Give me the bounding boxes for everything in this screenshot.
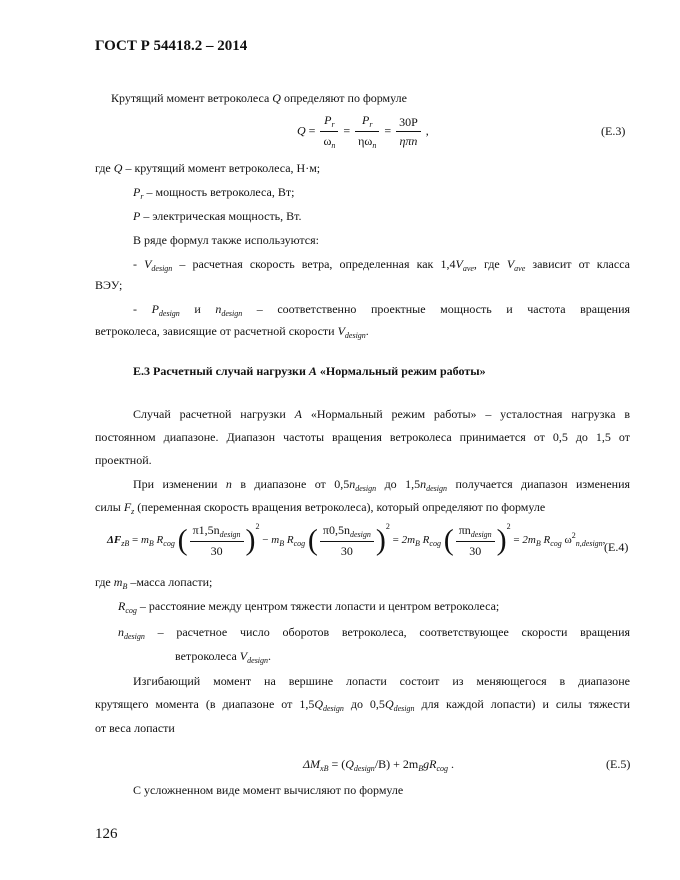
equation-e4: $\Delta F_{zB} = m_B$ $R_{cog}$ ( $\frac{\pi 1,5n_{design}}{30}$ )$^2 - m_B$ $R_{cog}$ ( $\frac{\pi 0,5n_{design}}{30}$ )$^2 = 2m_B$ $R_{cog}$ ( $\frac{\pi n_{design}}{30}$ )$^2 = 2m_B$ $R_{cog}$ $\omega^2_{n,design}$, bbox=[107, 522, 606, 558]
def-pr: $P_r$ – мощность ветроколеса, Вт; bbox=[133, 185, 295, 201]
para2-line1: При изменении n в диапазоне от $0,5n_{design}$ до $1,5n_{design}$ получается диапазон изменения bbox=[133, 477, 631, 493]
equation-number-e3: (Е.3) bbox=[601, 124, 626, 138]
para3-line1: Изгибающий момент на вершине лопасти состоит из меняющегося в диапазоне bbox=[133, 674, 630, 688]
def-mb: где $m_B$ –масса лопасти; bbox=[95, 575, 213, 591]
para4: С усложненном виде момент вычисляют по формуле bbox=[133, 783, 404, 797]
section-heading: Е.3 Расчетный случай нагрузки A «Нормальный режим работы» bbox=[133, 364, 486, 378]
def-vdesign: - $V_{design}$ – расчетная скорость ветра, определенная как $1,4V_{ave}$, где $V_{ave}$ зависит от класса bbox=[133, 257, 631, 273]
def-also: В ряде формул также используются: bbox=[133, 233, 319, 247]
equation-e5: $\Delta M_{xB} = (Q_{design}/B) + 2m_BgR_{cog}$ . bbox=[303, 757, 455, 773]
fraction-2: $\frac{P_r}{\eta\omega_n}$ bbox=[355, 112, 379, 151]
def-ndesign-line2: ветроколеса $V_{design}$. bbox=[175, 649, 272, 665]
fraction-3: $\frac{30P}{\text{ηπn}}$ bbox=[396, 114, 421, 149]
fraction-1: $\frac{P_r}{\omega_n}$ bbox=[320, 112, 338, 151]
def-vdesign-line2: ВЭУ; bbox=[95, 278, 123, 292]
def-rcog: $R_{cog}$ – расстояние между центром тяжести лопасти и центром ветроколеса; bbox=[118, 599, 500, 615]
intro-line: Крутящий момент ветроколеса Q определяют по формуле bbox=[111, 91, 407, 105]
para1-line2: постоянном диапазоне. Диапазон частоты вращения ветроколеса принимается от 0,5 до 1,5 от bbox=[95, 430, 630, 444]
def-q: где Q – крутящий момент ветроколеса, Н·м; bbox=[95, 161, 321, 175]
def-ndesign: $n_{design}$ – расчетное число оборотов ветроколеса, соответствующее скорости вращения bbox=[118, 625, 631, 641]
para3-line3: от веса лопасти bbox=[95, 721, 175, 735]
def-pdesign: - $P_{design}$ и $n_{design}$ – соответственно проектные мощность и частота вращения bbox=[133, 302, 631, 318]
para2-line2: силы $F_z$ (переменная скорость вращения ветроколеса), который определяют по формуле bbox=[95, 500, 546, 516]
page-number: 126 bbox=[95, 826, 118, 842]
para3-line2: крутящего момента (в диапазоне от $1,5Q_{design}$ до $0,5Q_{design}$ для каждой лопасти) и силы тяжести bbox=[95, 697, 631, 713]
para1-line3: проектной. bbox=[95, 453, 152, 467]
def-p: P – электрическая мощность, Вт. bbox=[133, 209, 302, 223]
equation-e3: Q = $\frac{P_r}{\omega_n}$ = $\frac{P_r}{\eta\omega_n}$ = $\frac{30P}{\text{ηπn}}$ , bbox=[297, 113, 429, 150]
equation-number-e5: (Е.5) bbox=[606, 757, 631, 771]
def-pdesign-line2: ветроколеса, зависящие от расчетной скорости $V_{design}$. bbox=[95, 324, 369, 340]
para1-line1: Случай расчетной нагрузки A «Нормальный режим работы» – усталостная нагрузка в bbox=[133, 407, 631, 421]
equation-number-e4: (Е.4) bbox=[604, 540, 629, 554]
document-header: ГОСТ Р 54418.2 – 2014 bbox=[95, 38, 248, 54]
